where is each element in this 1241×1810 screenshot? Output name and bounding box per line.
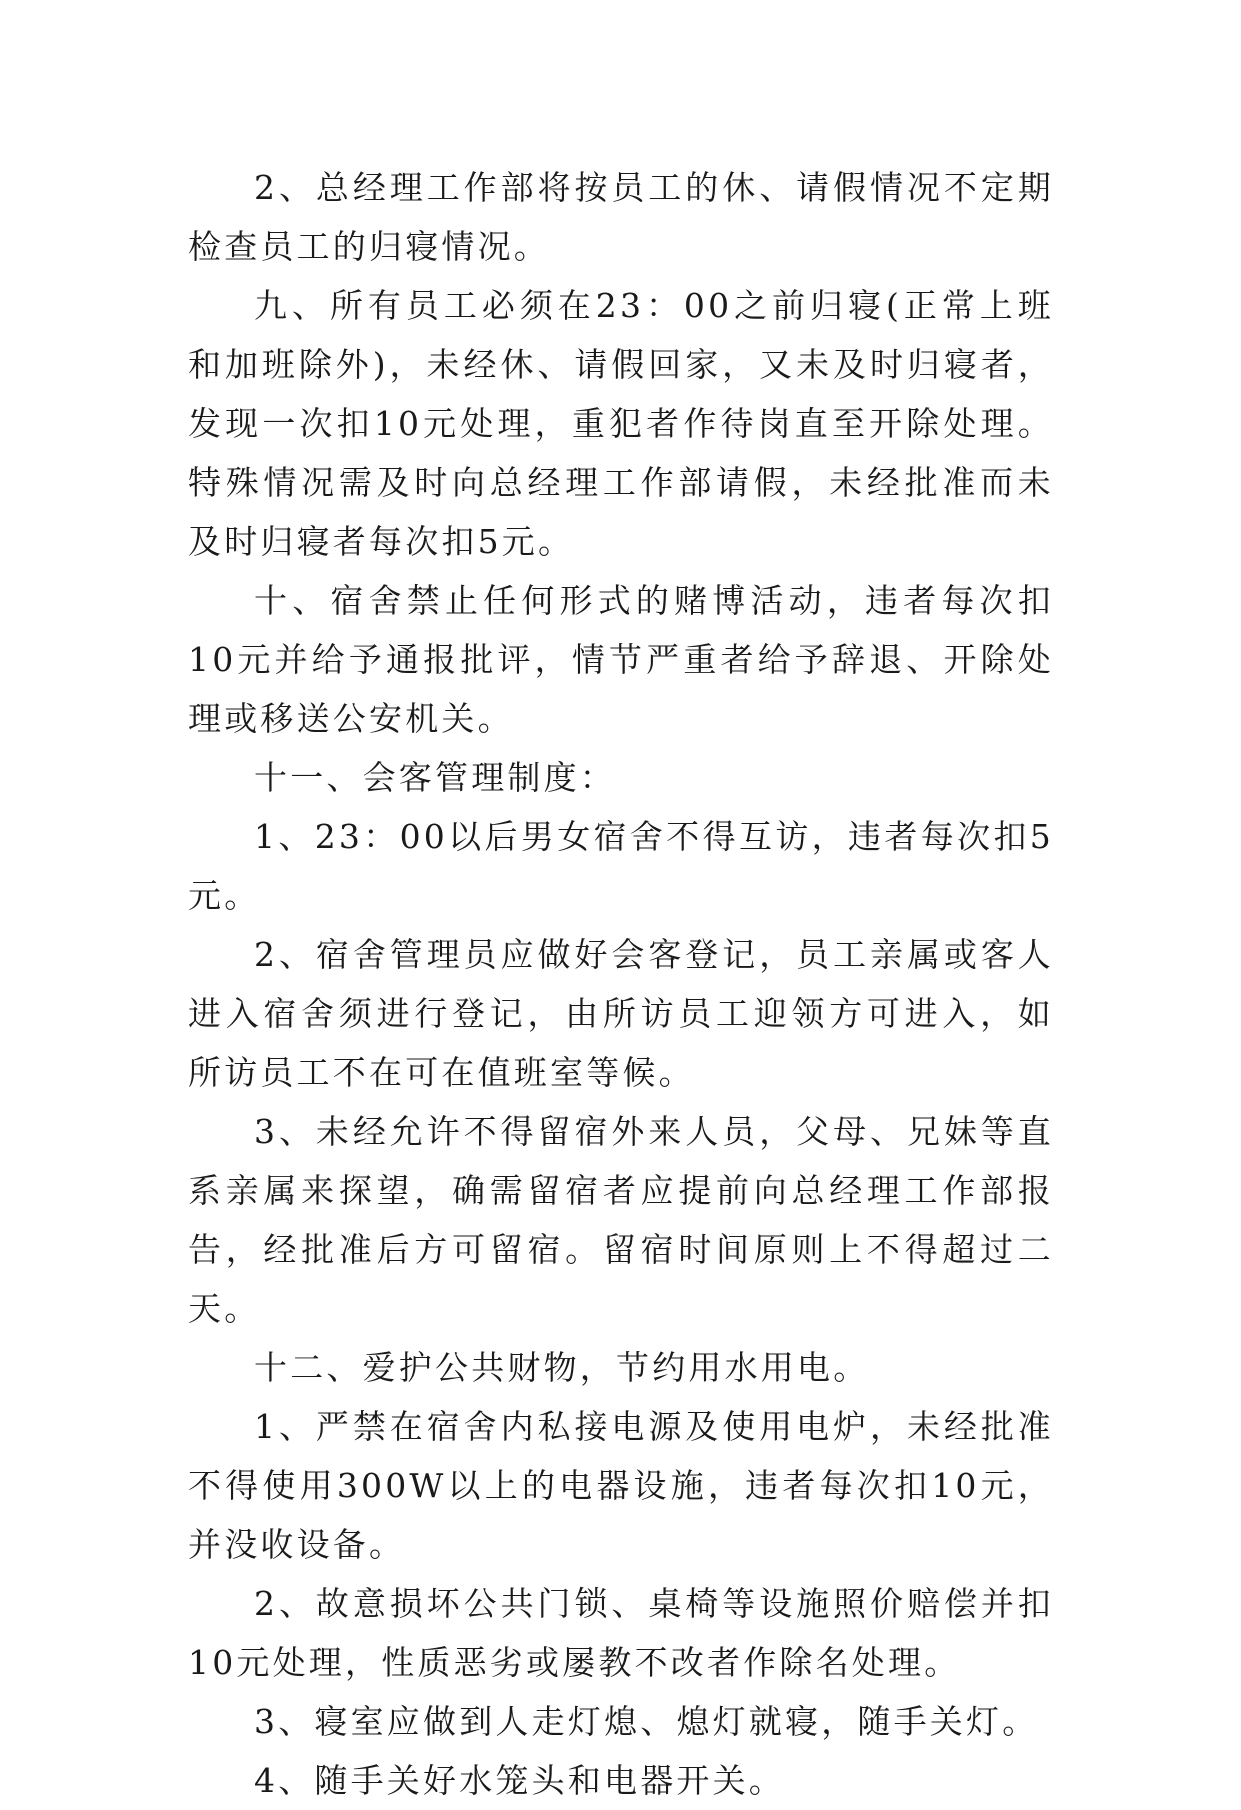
paragraph-rule-9-curfew: 九、所有员工必须在23：00之前归寝(正常上班和加班除外)，未经休、请假回家，又未及时归寝者，发现一次扣10元处理，重犯者作待岗直至开除处理。特殊情况需及时向总经理工作部请假，未经批准而未及时归寝者每次扣5元。: [188, 286, 1054, 561]
paragraph-rule-11-item-2: 2、宿舍管理员应做好会客登记，员工亲属或客人进入宿舍须进行登记，由所访员工迎领方可进入，如所访员工不在可在值班室等候。: [188, 935, 1054, 1092]
paragraph-item-2-return-check: 2、总经理工作部将按员工的休、请假情况不定期检查员工的归寝情况。: [188, 168, 1054, 266]
paragraph-rule-12-item-1: 1、严禁在宿舍内私接电源及使用电炉，未经批准不得使用300W以上的电器设施，违者每次扣10元，并没收设备。: [188, 1407, 1054, 1564]
paragraph-rule-10-gambling: 十、宿舍禁止任何形式的赌博活动，违者每次扣10元并给予通报批评，情节严重者给予辞退、开除处理或移送公安机关。: [188, 581, 1054, 738]
paragraph-rule-12-item-2: 2、故意损坏公共门锁、桌椅等设施照价赔偿并扣10元处理，性质恶劣或屡教不改者作除名处理。: [188, 1584, 1054, 1682]
paragraph-rule-11-heading: 十一、会客管理制度：: [254, 758, 616, 797]
paragraph-rule-12-heading: 十二、爱护公共财物，节约用水用电。: [254, 1348, 870, 1387]
paragraph-rule-12-item-3: 3、寝室应做到人走灯熄、熄灯就寝，随手关灯。: [254, 1702, 1039, 1741]
paragraph-rule-11-item-1: 1、23：00以后男女宿舍不得互访，违者每次扣5元。: [188, 817, 1054, 915]
paragraph-rule-12-item-4: 4、随手关好水笼头和电器开关。: [254, 1761, 785, 1800]
document-body: [188, 158, 1054, 1810]
paragraph-rule-11-item-3: 3、未经允许不得留宿外来人员，父母、兄妹等直系亲属来探望，确需留宿者应提前向总经理工作部报告，经批准后方可留宿。留宿时间原则上不得超过二天。: [188, 1112, 1054, 1328]
